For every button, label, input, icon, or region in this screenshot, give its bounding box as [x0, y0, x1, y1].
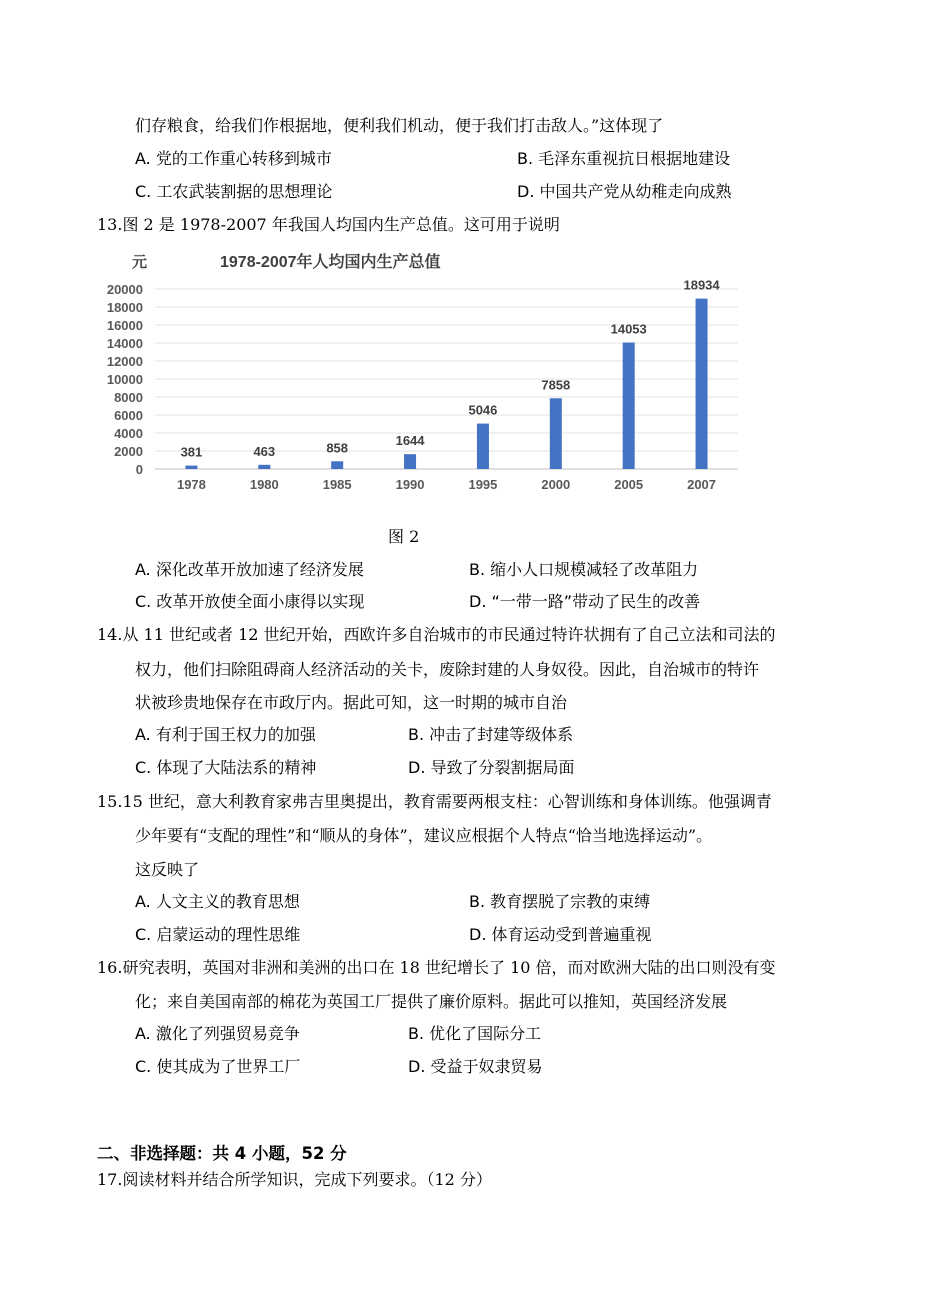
chart-data-label: 14053: [610, 321, 647, 337]
q16-option-b: B. 优化了国际分工: [408, 1024, 542, 1043]
chart-x-tick-label: 1990: [395, 477, 425, 492]
chart-x-tick-label: 1985: [322, 477, 352, 492]
chart-y-unit-label: 元: [132, 254, 148, 271]
chart-title: 1978-2007年人均国内生产总值: [220, 254, 441, 271]
chart-bar: [550, 398, 562, 469]
chart-x-tick-label: 2000: [541, 477, 571, 492]
q13-stem: 13.图 2 是 1978-2007 年我国人均国内生产总值。这可用于说明: [97, 215, 560, 234]
section-2-heading: 二、非选择题：共 4 小题，52 分: [97, 1144, 347, 1163]
chart-data-label: 7858: [541, 377, 571, 393]
chart-y-tick-label: 12000: [106, 354, 143, 369]
chart-y-tick-label: 18000: [106, 300, 143, 315]
chart-y-tick-label: 0: [135, 462, 143, 477]
chart-y-tick-label: 6000: [114, 408, 143, 423]
chart-y-tick-label: 14000: [106, 336, 143, 351]
q13-option-c: C. 改革开放使全面小康得以实现: [135, 592, 365, 611]
chart-bar: [623, 343, 635, 469]
q17-stem: 17.阅读材料并结合所学知识，完成下列要求。（12 分）: [97, 1170, 492, 1189]
chart-x-tick-label: 2005: [614, 477, 644, 492]
chart-bar: [258, 465, 270, 469]
chart-y-tick-label: 4000: [114, 426, 143, 441]
q16-option-a: A. 激化了列强贸易竞争: [135, 1024, 300, 1043]
chart-data-label: 463: [253, 443, 276, 459]
q16-option-c: C. 使其成为了世界工厂: [135, 1057, 301, 1076]
chart-y-tick-label: 10000: [106, 372, 143, 387]
chart-x-tick-label: 1995: [468, 477, 498, 492]
q14-option-d: D. 导致了分裂割据局面: [408, 758, 575, 777]
chart-bar: [331, 461, 343, 469]
chart-y-tick-label: 2000: [114, 444, 143, 459]
q14-stem-line2: 权力，他们扫除阻碍商人经济活动的关卡，废除封建的人身奴役。因此，自治城市的特许: [135, 660, 760, 679]
q15-stem-line2: 少年要有“支配的理性”和“顺从的身体”，建议应根据个人特点“恰当地选择运动”。: [135, 826, 713, 845]
q12-option-b: B. 毛泽东重视抗日根据地建设: [517, 149, 731, 168]
chart-bar: [477, 424, 489, 469]
q13-option-a: A. 深化改革开放加速了经济发展: [135, 560, 364, 579]
q12-option-a: A. 党的工作重心转移到城市: [135, 149, 332, 168]
q14-stem-line1: 14.从 11 世纪或者 12 世纪开始，西欧许多自治城市的市民通过特许状拥有了自己立法和司法的: [97, 625, 776, 644]
q12-stem: 们存粮食，给我们作根据地，便利我们机动，便于我们打击敌人。”这体现了: [135, 116, 664, 135]
chart-x-tick-label: 1978: [176, 477, 206, 492]
figure-caption: 图 2: [388, 527, 420, 546]
chart-y-tick-label: 16000: [106, 318, 143, 333]
q15-option-d: D. 体育运动受到普遍重视: [469, 925, 652, 944]
q15-stem-line3: 这反映了: [135, 860, 200, 879]
chart-data-label: 5046: [468, 402, 498, 418]
gdp-bar-chart: [95, 245, 755, 505]
chart-bar: [185, 466, 197, 469]
q15-stem-line1: 15.15 世纪，意大利教育家弗吉里奥提出，教育需要两根支柱：心智训练和身体训练。他强调青: [97, 792, 772, 811]
q14-option-c: C. 体现了大陆法系的精神: [135, 758, 317, 777]
q15-option-b: B. 教育摆脱了宗教的束缚: [469, 892, 651, 911]
chart-y-tick-label: 20000: [106, 282, 143, 297]
q13-option-b: B. 缩小人口规模减轻了改革阻力: [469, 560, 699, 579]
q14-option-b: B. 冲击了封建等级体系: [408, 725, 574, 744]
q12-option-c: C. 工农武装割据的思想理论: [135, 182, 333, 201]
q14-stem-line3: 状被珍贵地保存在市政厅内。据此可知，这一时期的城市自治: [135, 693, 568, 712]
q12-option-d: D. 中国共产党从幼稚走向成熟: [517, 182, 732, 201]
chart-x-tick-label: 1980: [249, 477, 279, 492]
q16-stem-line1: 16.研究表明，英国对非洲和美洲的出口在 18 世纪增长了 10 倍，而对欧洲大陆的出口则没有变: [97, 958, 776, 977]
chart-data-label: 858: [326, 440, 349, 456]
chart-data-label: 18934: [683, 277, 720, 293]
chart-y-tick-label: 8000: [114, 390, 143, 405]
q16-option-d: D. 受益于奴隶贸易: [408, 1057, 543, 1076]
q16-stem-line2: 化；来自美国南部的棉花为英国工厂提供了廉价原料。据此可以推知，英国经济发展: [135, 992, 728, 1011]
q14-option-a: A. 有利于国王权力的加强: [135, 725, 316, 744]
q15-option-a: A. 人文主义的教育思想: [135, 892, 300, 911]
q13-option-d: D. “一带一路”带动了民生的改善: [469, 592, 701, 611]
chart-x-tick-label: 2007: [687, 477, 717, 492]
chart-data-label: 381: [180, 444, 203, 460]
chart-bar: [696, 299, 708, 469]
chart-bar: [404, 454, 416, 469]
chart-data-label: 1644: [395, 433, 425, 449]
q15-option-c: C. 启蒙运动的理性思维: [135, 925, 301, 944]
